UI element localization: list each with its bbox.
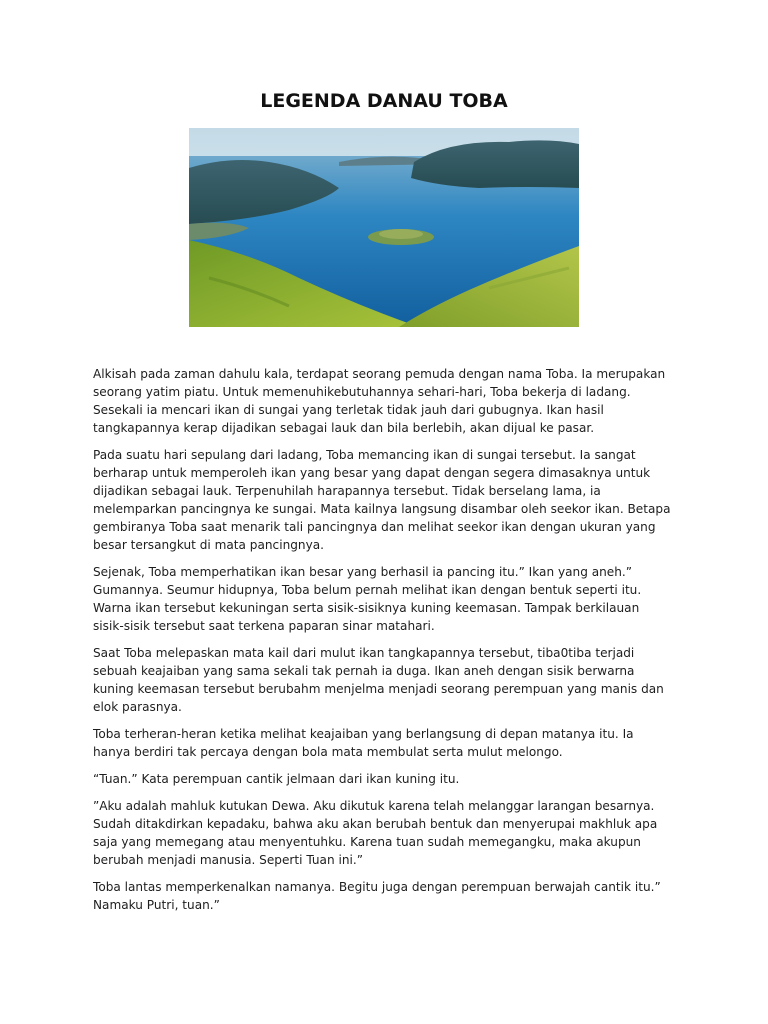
paragraph: Toba lantas memperkenalkan namanya. Begitu juga dengan perempuan berwajah cantik itu.” Namaku Putri, tuan.”	[93, 880, 661, 912]
paragraph: Toba terheran-heran ketika melihat keajaiban yang berlangsung di depan matanya itu. Ia hanya berdiri tak percaya dengan bola mata membulat serta mulut melongo.	[93, 727, 634, 759]
lake-toba-photo	[189, 128, 579, 327]
story-body	[93, 365, 673, 923]
paragraph: ”Aku adalah mahluk kutukan Dewa. Aku dikutuk karena telah melanggar larangan besarnya. Sudah ditakdirkan kepadaku, bahwa aku akan berubah bentuk dan menyerupai makhluk apa saja yang memegang atau menyentuhku. Karena tuan sudah memegangku, maka akupun berubah menjadi manusia. Seperti Tuan ini.”	[93, 799, 658, 867]
paragraph: “Tuan.” Kata perempuan cantik jelmaan dari ikan kuning itu.	[93, 772, 460, 786]
paragraph: Sejenak, Toba memperhatikan ikan besar yang berhasil ia pancing itu.” Ikan yang aneh.” Gumannya. Seumur hidupnya, Toba belum pernah melihat ikan dengan bentuk seperti itu. Warna ikan tersebut kekuningan serta sisik-sisiknya kuning keemasan. Tampak berkilauan sisik-sisik tersebut saat terkena paparan sinar matahari.	[93, 565, 642, 633]
paragraph: Alkisah pada zaman dahulu kala, terdapat seorang pemuda dengan nama Toba. Ia merupakan seorang yatim piatu. Untuk memenuhikebutuhannya sehari-hari, Toba bekerja di ladang. Sesekali ia mencari ikan di sungai yang terletak tidak jauh dari gubugnya. Ikan hasil tangkapannya kerap dijadikan sebagai lauk dan bila berlebih, akan dijual ke pasar.	[93, 367, 666, 435]
paragraph: Saat Toba melepaskan mata kail dari mulut ikan tangkapannya tersebut, tiba0tiba terjadi sebuah keajaiban yang sama sekali tak pernah ia duga. Ikan aneh dengan sisik berwarna kuning keemasan tersebut berubahm menjelma menjadi seorang perempuan yang manis dan elok parasnya.	[93, 646, 664, 714]
paragraph: Pada suatu hari sepulang dari ladang, Toba memancing ikan di sungai tersebut. Ia sangat berharap untuk memperoleh ikan yang besar yang dapat dengan segera dimasaknya untuk dijadikan sebagai lauk. Terpenuhilah harapannya tersebut. Tidak berselang lama, ia melemparkan pancingnya ke sungai. Mata kailnya langsung disambar oleh seekor ikan. Betapa gembiranya Toba saat menarik tali pancingnya dan melihat seekor ikan dengan ukuran yang besar tersangkut di mata pancingnya.	[93, 448, 671, 552]
document-title: LEGENDA DANAU TOBA	[260, 90, 508, 112]
